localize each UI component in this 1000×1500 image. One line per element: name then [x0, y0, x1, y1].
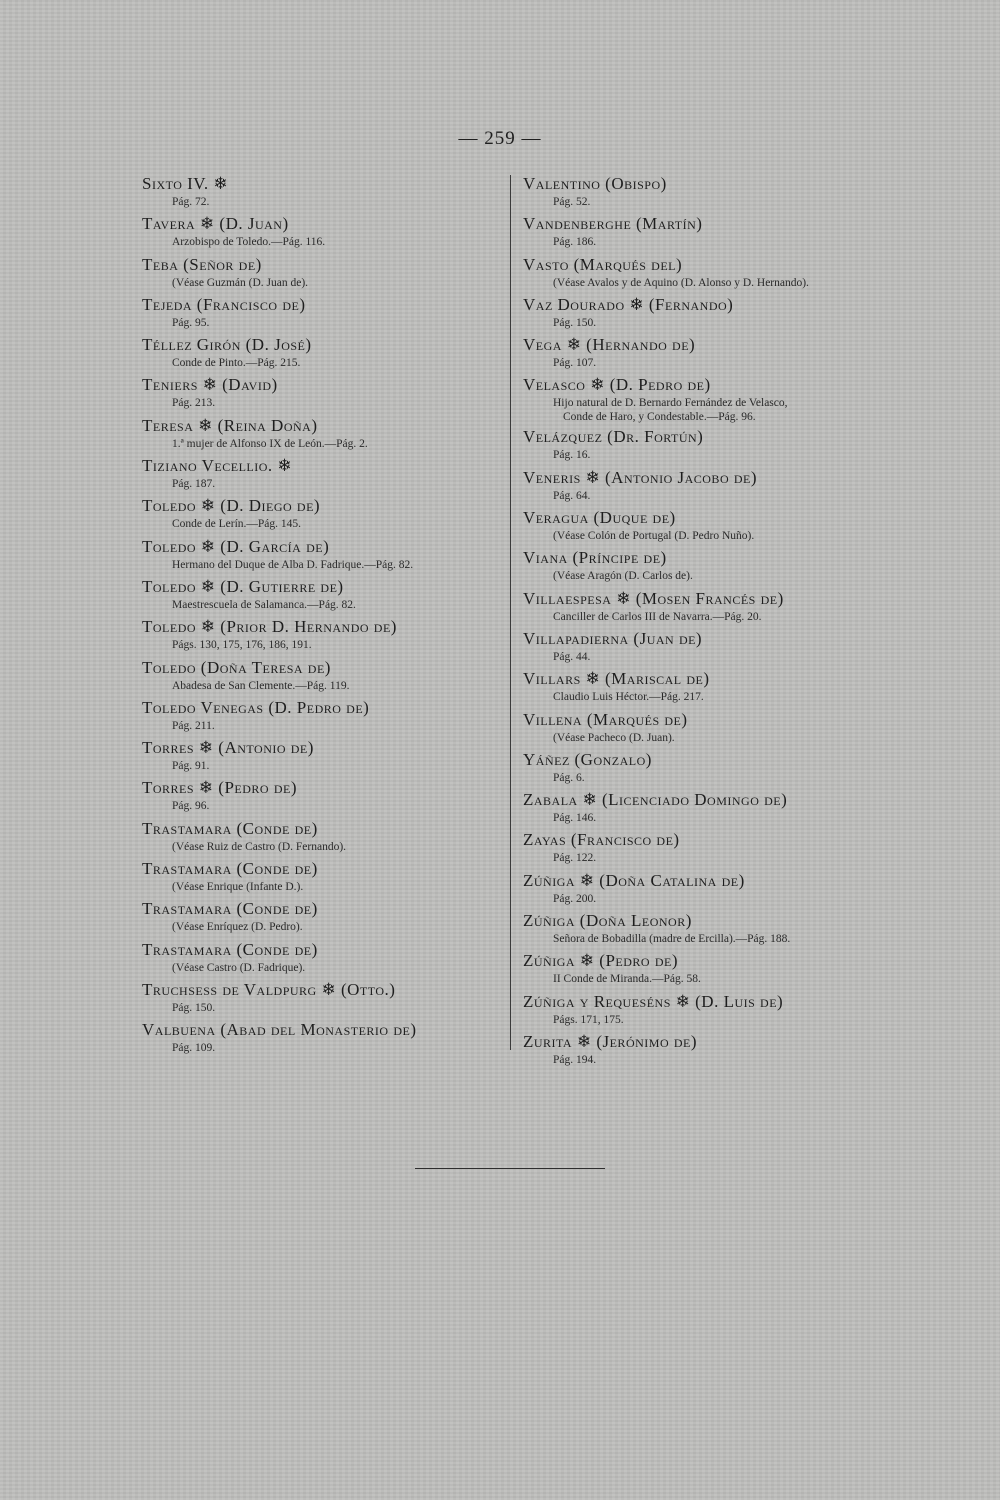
index-entry — [142, 254, 492, 294]
right-column — [523, 173, 903, 1071]
entry-detail: Maestrescuela de Salamanca.—Pág. 82. — [172, 598, 356, 611]
entry-detail: Pág. 146. — [553, 812, 597, 825]
entry-detail: (Véase Castro (D. Fadrique). — [172, 961, 306, 974]
entry-detail: Pág. 95. — [172, 316, 210, 329]
index-entry — [523, 870, 903, 910]
closing-rule — [415, 1168, 605, 1169]
index-entry — [142, 294, 492, 334]
index-entry — [523, 173, 903, 213]
index-entry — [523, 628, 903, 668]
entry-detail: Pág. 44. — [553, 650, 591, 663]
index-entry — [142, 697, 492, 737]
index-entry — [523, 950, 903, 990]
index-entry — [142, 777, 492, 817]
index-entry — [523, 213, 903, 253]
entry-name: Toledo ❄ (D. Diego de) — [142, 496, 321, 516]
index-entry — [142, 858, 492, 898]
index-entry — [142, 415, 492, 455]
entry-name: Villars ❄ (Mariscal de) — [523, 669, 710, 689]
entry-detail: Págs. 130, 175, 176, 186, 191. — [172, 639, 312, 652]
index-entry — [142, 576, 492, 616]
column-divider — [510, 175, 511, 1050]
entry-detail: (Véase Colón de Portugal (D. Pedro Nuño). — [553, 530, 755, 543]
index-entry — [142, 657, 492, 697]
entry-detail: Pág. 64. — [553, 489, 591, 502]
index-entry — [142, 334, 492, 374]
entry-name: Toledo Venegas (D. Pedro de) — [142, 697, 370, 717]
entry-name: Zabala ❄ (Licenciado Domingo de) — [523, 790, 788, 810]
entry-name: Villena (Marqués de) — [523, 709, 688, 729]
index-entry — [523, 910, 903, 950]
entry-detail: Pág. 72. — [172, 196, 210, 208]
entry-detail: Arzobispo de Toledo.—Pág. 116. — [172, 236, 326, 249]
entry-name: Tiziano Vecellio. ❄ — [142, 456, 293, 476]
entry-name: Tavera ❄ (D. Juan) — [142, 214, 289, 234]
index-entry — [142, 818, 492, 858]
index-entry — [142, 455, 492, 495]
entry-detail: Señora de Bobadilla (madre de Ercilla).—Pág. 188. — [553, 933, 791, 946]
entry-detail: Conde de Lerín.—Pág. 145. — [172, 518, 302, 531]
entry-detail: (Véase Aragón (D. Carlos de). — [553, 570, 693, 583]
entry-detail: Pág. 186. — [553, 236, 597, 249]
index-entry — [523, 668, 903, 708]
entry-name: Teniers ❄ (David) — [142, 375, 278, 395]
entry-name: Valbuena (Abad del Monasterio de) — [142, 1020, 417, 1040]
index-entry — [523, 467, 903, 507]
entry-detail: 1.ª mujer de Alfonso IX de León.—Pág. 2. — [172, 437, 368, 450]
index-entry — [142, 374, 492, 414]
entry-detail: Págs. 171, 175. — [553, 1013, 624, 1026]
index-entry — [523, 254, 903, 294]
page-number: — 259 — — [458, 128, 542, 149]
entry-detail-continued: Conde de Haro, y Condestable.—Pág. 96. — [563, 411, 756, 424]
entry-name: Sixto IV. ❄ — [142, 174, 229, 193]
entry-detail: (Véase Avalos y de Aquino (D. Alonso y D. Hernando). — [553, 276, 809, 289]
entry-detail: Claudio Luis Héctor.—Pág. 217. — [553, 691, 704, 704]
index-entry — [142, 1019, 492, 1059]
entry-name: Vaz Dourado ❄ (Fernando) — [523, 294, 734, 314]
entry-detail: Pág. 150. — [172, 1001, 216, 1014]
entry-name: Veragua (Duque de) — [523, 508, 676, 528]
entry-detail: (Véase Enríquez (D. Pedro). — [172, 921, 303, 934]
entry-detail: Pág. 200. — [553, 892, 597, 905]
entry-name: Trastamara (Conde de) — [142, 939, 318, 959]
index-entry — [523, 507, 903, 547]
index-entry — [523, 374, 903, 426]
entry-name: Velasco ❄ (D. Pedro de) — [523, 375, 711, 395]
entry-name: Trastamara (Conde de) — [142, 899, 318, 919]
index-entry — [142, 979, 492, 1019]
entry-name: Trastamara (Conde de) — [142, 859, 318, 879]
entry-detail: Abadesa de San Clemente.—Pág. 119. — [172, 679, 350, 692]
entry-detail: Pág. 122. — [553, 852, 597, 865]
entry-detail: Conde de Pinto.—Pág. 215. — [172, 357, 301, 370]
entry-detail: Pág. 6. — [553, 771, 585, 784]
index-entry — [523, 294, 903, 334]
entry-name: Villapadierna (Juan de) — [523, 628, 703, 648]
entry-detail: Pág. 213. — [172, 397, 216, 410]
index-entry — [523, 1031, 903, 1071]
entry-name: Zúñiga ❄ (Doña Catalina de) — [523, 870, 745, 890]
entry-name: Veneris ❄ (Antonio Jacobo de) — [523, 467, 758, 487]
index-entry — [142, 495, 492, 535]
index-entry — [523, 789, 903, 829]
entry-detail: Pág. 96. — [172, 800, 210, 813]
index-entry — [142, 737, 492, 777]
entry-name: Zúñiga ❄ (Pedro de) — [523, 951, 678, 971]
left-column — [142, 173, 492, 1060]
entry-name: Zurita ❄ (Jerónimo de) — [523, 1031, 698, 1051]
entry-detail: (Véase Ruiz de Castro (D. Fernando). — [172, 840, 347, 853]
index-entry — [142, 536, 492, 576]
entry-name: Torres ❄ (Pedro de) — [142, 778, 297, 798]
entry-name: Trastamara (Conde de) — [142, 818, 318, 838]
entry-detail: Pág. 194. — [553, 1053, 597, 1066]
index-entry — [523, 991, 903, 1031]
index-entry — [142, 173, 492, 213]
entry-name: Valentino (Obispo) — [523, 174, 667, 193]
entry-name: Teba (Señor de) — [142, 254, 262, 274]
entry-detail: Pág. 16. — [553, 449, 591, 462]
entry-detail: (Véase Pacheco (D. Juan). — [553, 731, 675, 744]
index-entry — [523, 709, 903, 749]
entry-name: Vasto (Marqués del) — [523, 254, 683, 274]
entry-name: Zúñiga (Doña Leonor) — [523, 911, 692, 931]
entry-name: Toledo ❄ (Prior D. Hernando de) — [142, 617, 397, 637]
index-entry — [523, 547, 903, 587]
entry-detail: Pág. 109. — [172, 1042, 216, 1055]
index-entry — [142, 939, 492, 979]
index-entry — [142, 616, 492, 656]
entry-detail: Canciller de Carlos III de Navarra.—Pág. 20. — [553, 610, 762, 623]
index-entry — [142, 213, 492, 253]
entry-detail: Pág. 150. — [553, 316, 597, 329]
entry-detail: II Conde de Miranda.—Pág. 58. — [553, 973, 701, 986]
entry-name: Téllez Girón (D. José) — [142, 335, 312, 355]
entry-name: Velázquez (Dr. Fortún) — [523, 427, 704, 447]
entry-name: Yáñez (Gonzalo) — [523, 749, 652, 769]
entry-detail: Hermano del Duque de Alba D. Fadrique.—Pág. 82. — [172, 558, 414, 571]
entry-name: Zúñiga y Requeséns ❄ (D. Luis de) — [523, 991, 784, 1011]
entry-name: Viana (Príncipe de) — [523, 548, 667, 568]
index-entry — [523, 588, 903, 628]
entry-detail: (Véase Guzmán (D. Juan de). — [172, 276, 309, 289]
entry-name: Toledo ❄ (D. Gutierre de) — [142, 576, 344, 596]
index-entry — [523, 749, 903, 789]
entry-detail: (Véase Enrique (Infante D.). — [172, 881, 304, 894]
entry-name: Toledo ❄ (D. García de) — [142, 536, 330, 556]
entry-name: Teresa ❄ (Reina Doña) — [142, 415, 318, 435]
index-entry — [523, 426, 903, 466]
entry-detail: Pág. 211. — [172, 719, 215, 732]
entry-name: Vega ❄ (Hernando de) — [523, 335, 696, 355]
entry-name: Truchsess de Valdpurg ❄ (Otto.) — [142, 979, 396, 999]
entry-detail: Hijo natural de D. Bernardo Fernández de Velasco, — [553, 397, 788, 410]
entry-name: Torres ❄ (Antonio de) — [142, 738, 314, 758]
index-entry — [523, 334, 903, 374]
entry-name: Toledo (Doña Teresa de) — [142, 657, 331, 677]
entry-name: Zayas (Francisco de) — [523, 830, 680, 850]
entry-name: Tejeda (Francisco de) — [142, 294, 306, 314]
entry-detail: Pág. 91. — [172, 760, 210, 773]
entry-detail: Pág. 107. — [553, 357, 597, 370]
index-entry — [523, 829, 903, 869]
entry-name: Villaespesa ❄ (Mosen Francés de) — [523, 588, 784, 608]
entry-name: Vandenberghe (Martín) — [523, 214, 703, 234]
index-entry — [142, 898, 492, 938]
entry-detail: Pág. 52. — [553, 196, 591, 208]
entry-detail: Pág. 187. — [172, 478, 216, 491]
